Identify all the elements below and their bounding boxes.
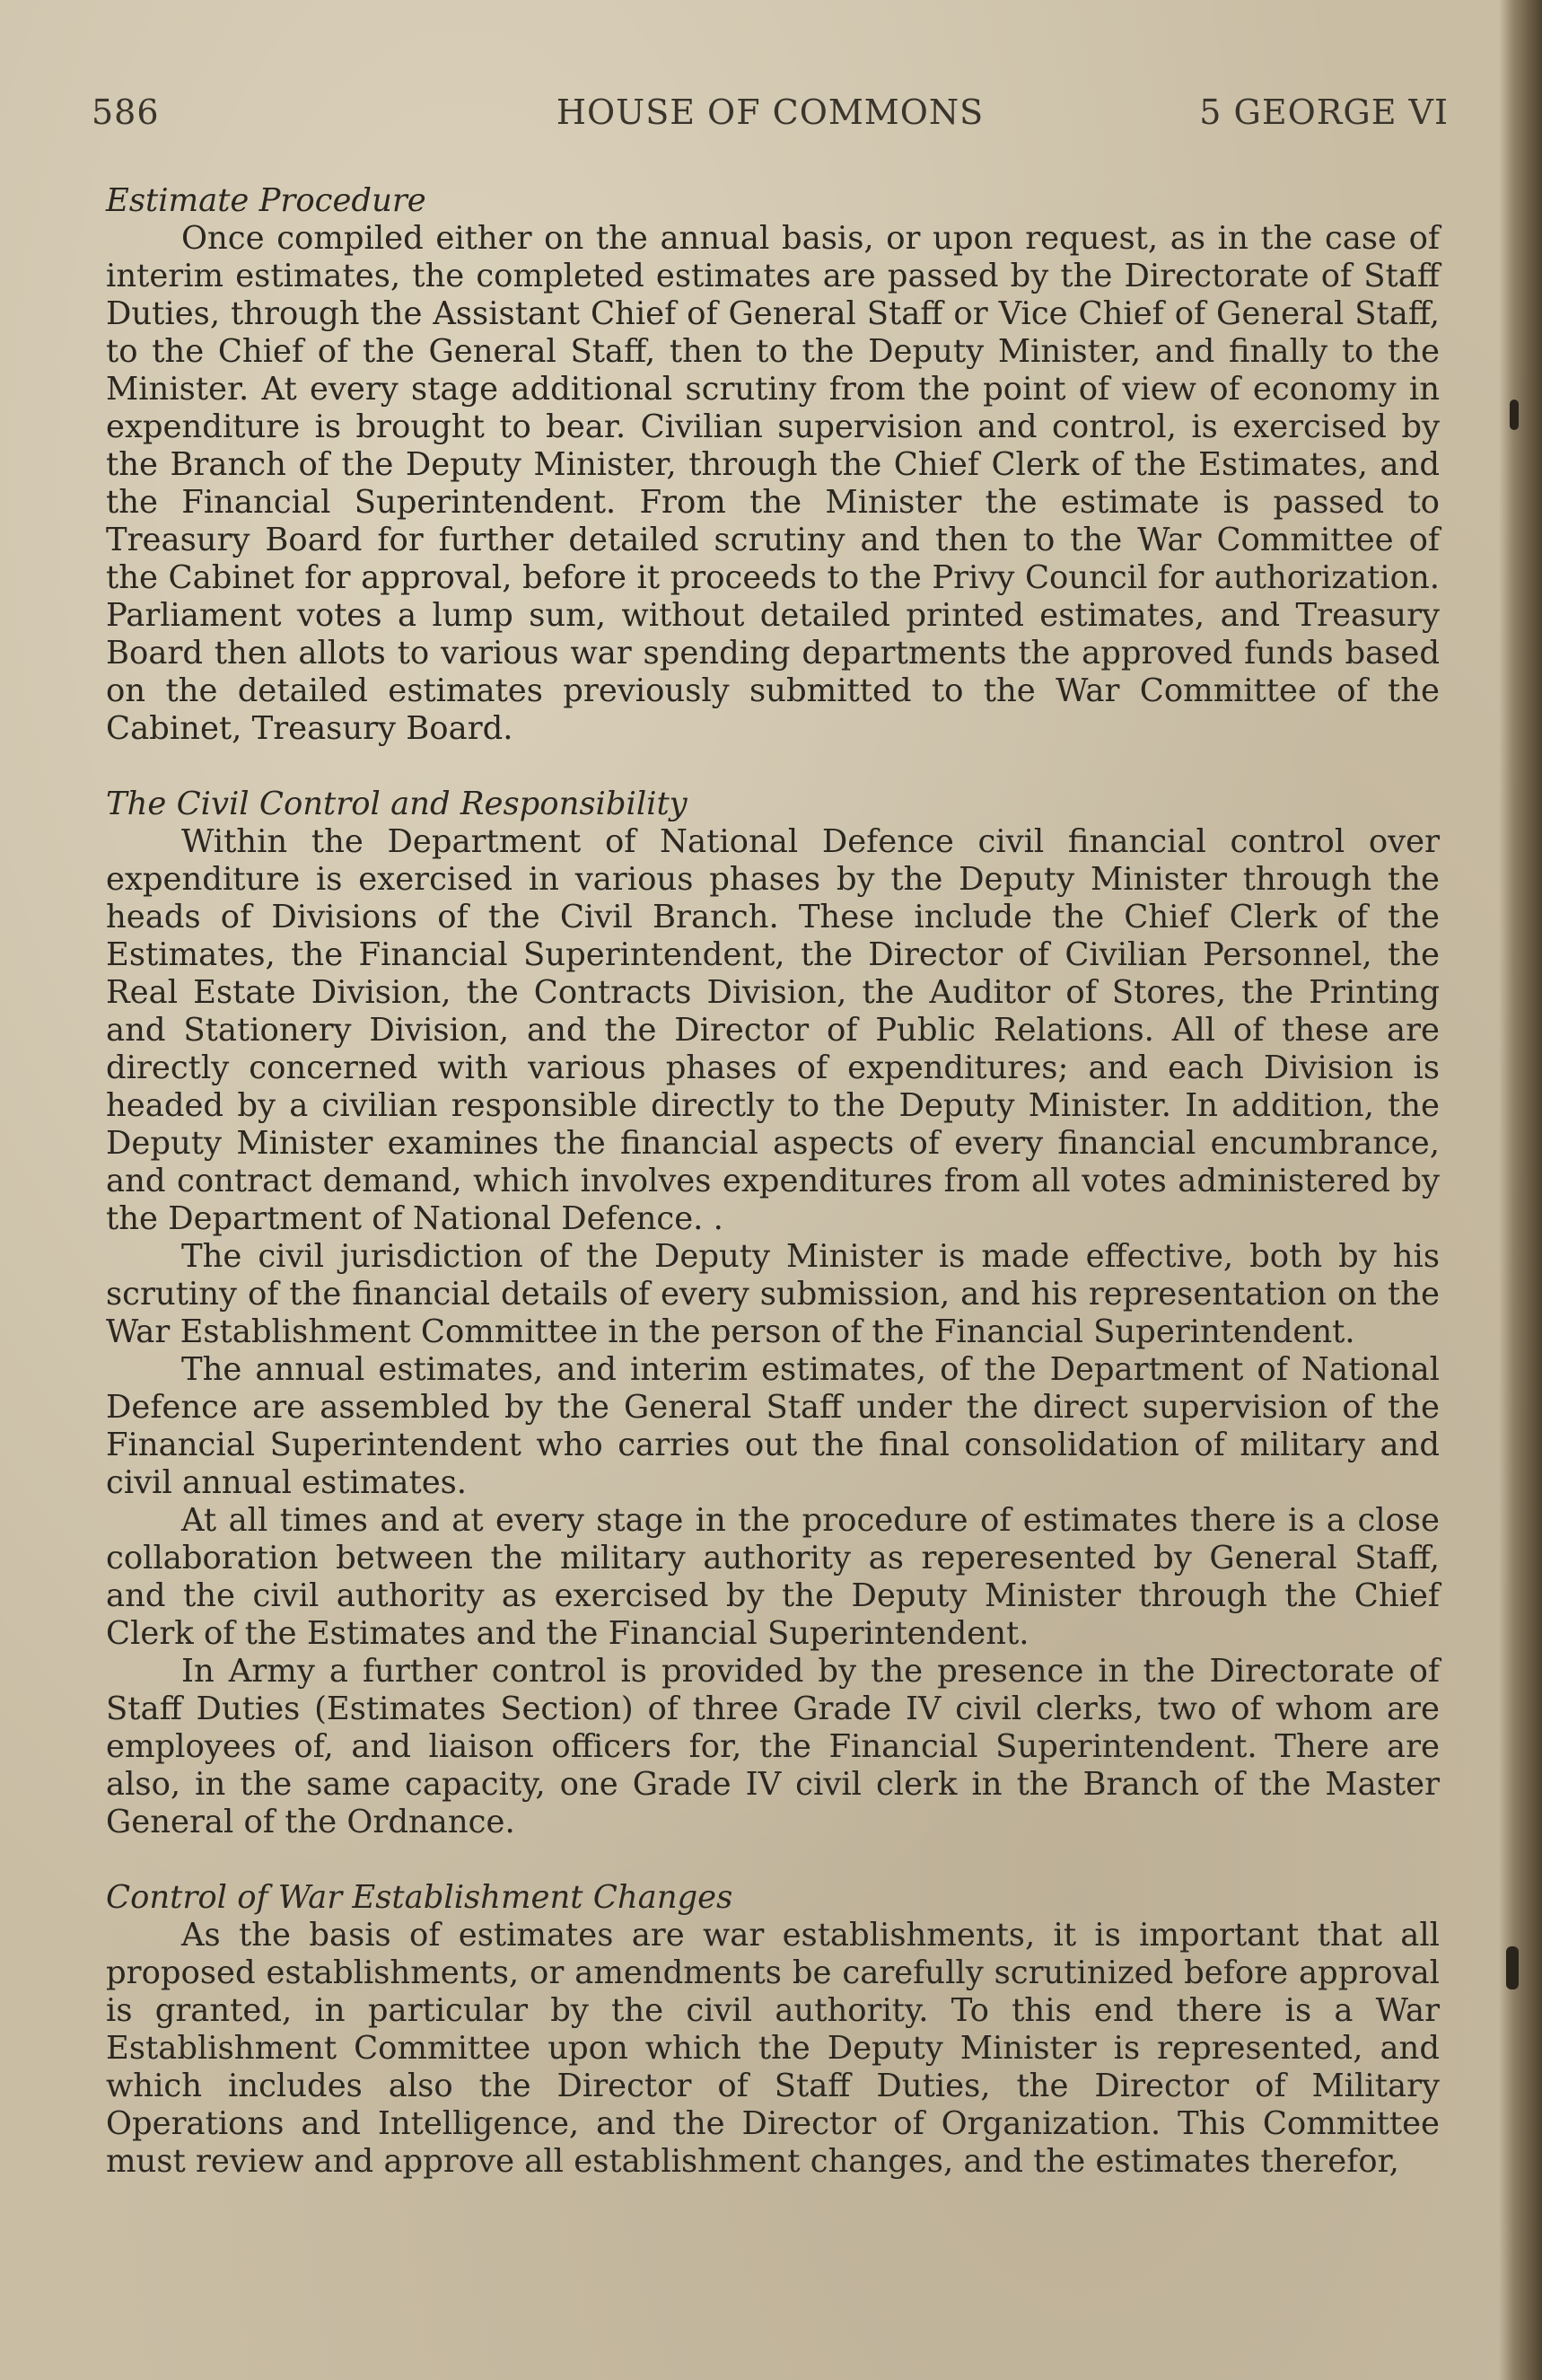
section-heading: Control of War Establishment Changes — [106, 1879, 733, 1916]
section-heading: Estimate Procedure — [106, 182, 426, 219]
paragraph: The civil jurisdiction of the Deputy Minister is made effective, both by his scrutiny of the financial details of every submission, and his representation on the War Establishment Committee in the person of the Financial Superintendent. — [106, 1238, 1440, 1350]
paragraph: Within the Department of National Defence civil financial control over expenditure is exercised in various phases by the Deputy Minister through the heads of Divisions of the Civil Branch. These include the Chief Clerk of the Estimates, the Financial Superintendent, the Director of Civilian Personnel, the Real Estate Division, the Contracts Division, the Auditor of Stores, the Printing and Stationery Division, and the Director of Public Relations. All of these are directly concerned with various phases of expenditures; and each Division is headed by a civilian responsible directly to the Deputy Minister. In addition, the Deputy Minister examines the financial aspects of every financial encumbrance, and contract demand, which involves expenditures from all votes administered by the Department of National Defence. . — [106, 823, 1440, 1237]
header-regnal-year: 5 GEORGE VI — [1199, 92, 1449, 132]
header-title: HOUSE OF COMMONS — [556, 92, 985, 132]
page-body — [106, 182, 1440, 2181]
section-estimate-procedure — [106, 182, 1440, 748]
section-heading: The Civil Control and Responsibility — [106, 786, 688, 822]
binding-mark — [1506, 1946, 1519, 1989]
paragraph: The annual estimates, and interim estimates, of the Department of National Defence are assembled by the General Staff under the direct supervision of the Financial Superintendent who carries out the final consolidation of military and civil annual estimates. — [106, 1351, 1440, 1501]
binding-mark — [1510, 400, 1519, 430]
section-civil-control — [106, 786, 1440, 1841]
paragraph: As the basis of estimates are war establishments, it is important that all proposed establishments, or amendments be carefully scrutinized before approval is granted, in particular by the civil authority. To this end there is a War Establishment Committee upon which the Deputy Minister is represented, and which includes also the Director of Staff Duties, the Director of Military Operations and Intelligence, and the Director of Organization. This Committee must review and approve all establishment changes, and the estimates therefor, — [106, 1917, 1440, 2180]
running-header — [92, 92, 1449, 137]
book-spine-shadow — [1499, 0, 1542, 2380]
section-war-establishment-changes — [106, 1879, 1440, 2181]
paragraph: At all times and at every stage in the procedure of estimates there is a close collaboration between the military authority as reperesented by General Staff, and the civil authority as exercised by the Deputy Minister through the Chief Clerk of the Estimates and the Financial Superintendent. — [106, 1502, 1440, 1652]
paragraph: In Army a further control is provided by the presence in the Directorate of Staff Duties (Estimates Section) of three Grade IV civil clerks, two of whom are employees of, and liaison officers for, the Financial Superintendent. There are also, in the same capacity, one Grade IV civil clerk in the Branch of the Master General of the Ordnance. — [106, 1653, 1440, 1840]
page-number: 586 — [92, 92, 160, 132]
paragraph: Once compiled either on the annual basis, or upon request, as in the case of interim estimates, the completed estimates are passed by the Directorate of Staff Duties, through the Assistant Chief of General Staff or Vice Chief of General Staff, to the Chief of the General Staff, then to the Deputy Minister, and finally to the Minister. At every stage additional scrutiny from the point of view of economy in expenditure is brought to bear. Civilian supervision and control, is exercised by the Branch of the Deputy Minister, through the Chief Clerk of the Estimates, and the Financial Superintendent. From the Minister the estimate is passed to Treasury Board for further detailed scrutiny and then to the War Committee of the Cabinet for approval, before it proceeds to the Privy Council for authorization. Parliament votes a lump sum, without detailed printed estimates, and Treasury Board then allots to various war spending departments the approved funds based on the detailed estimates previously submitted to the War Committee of the Cabinet, Treasury Board. — [106, 220, 1440, 747]
